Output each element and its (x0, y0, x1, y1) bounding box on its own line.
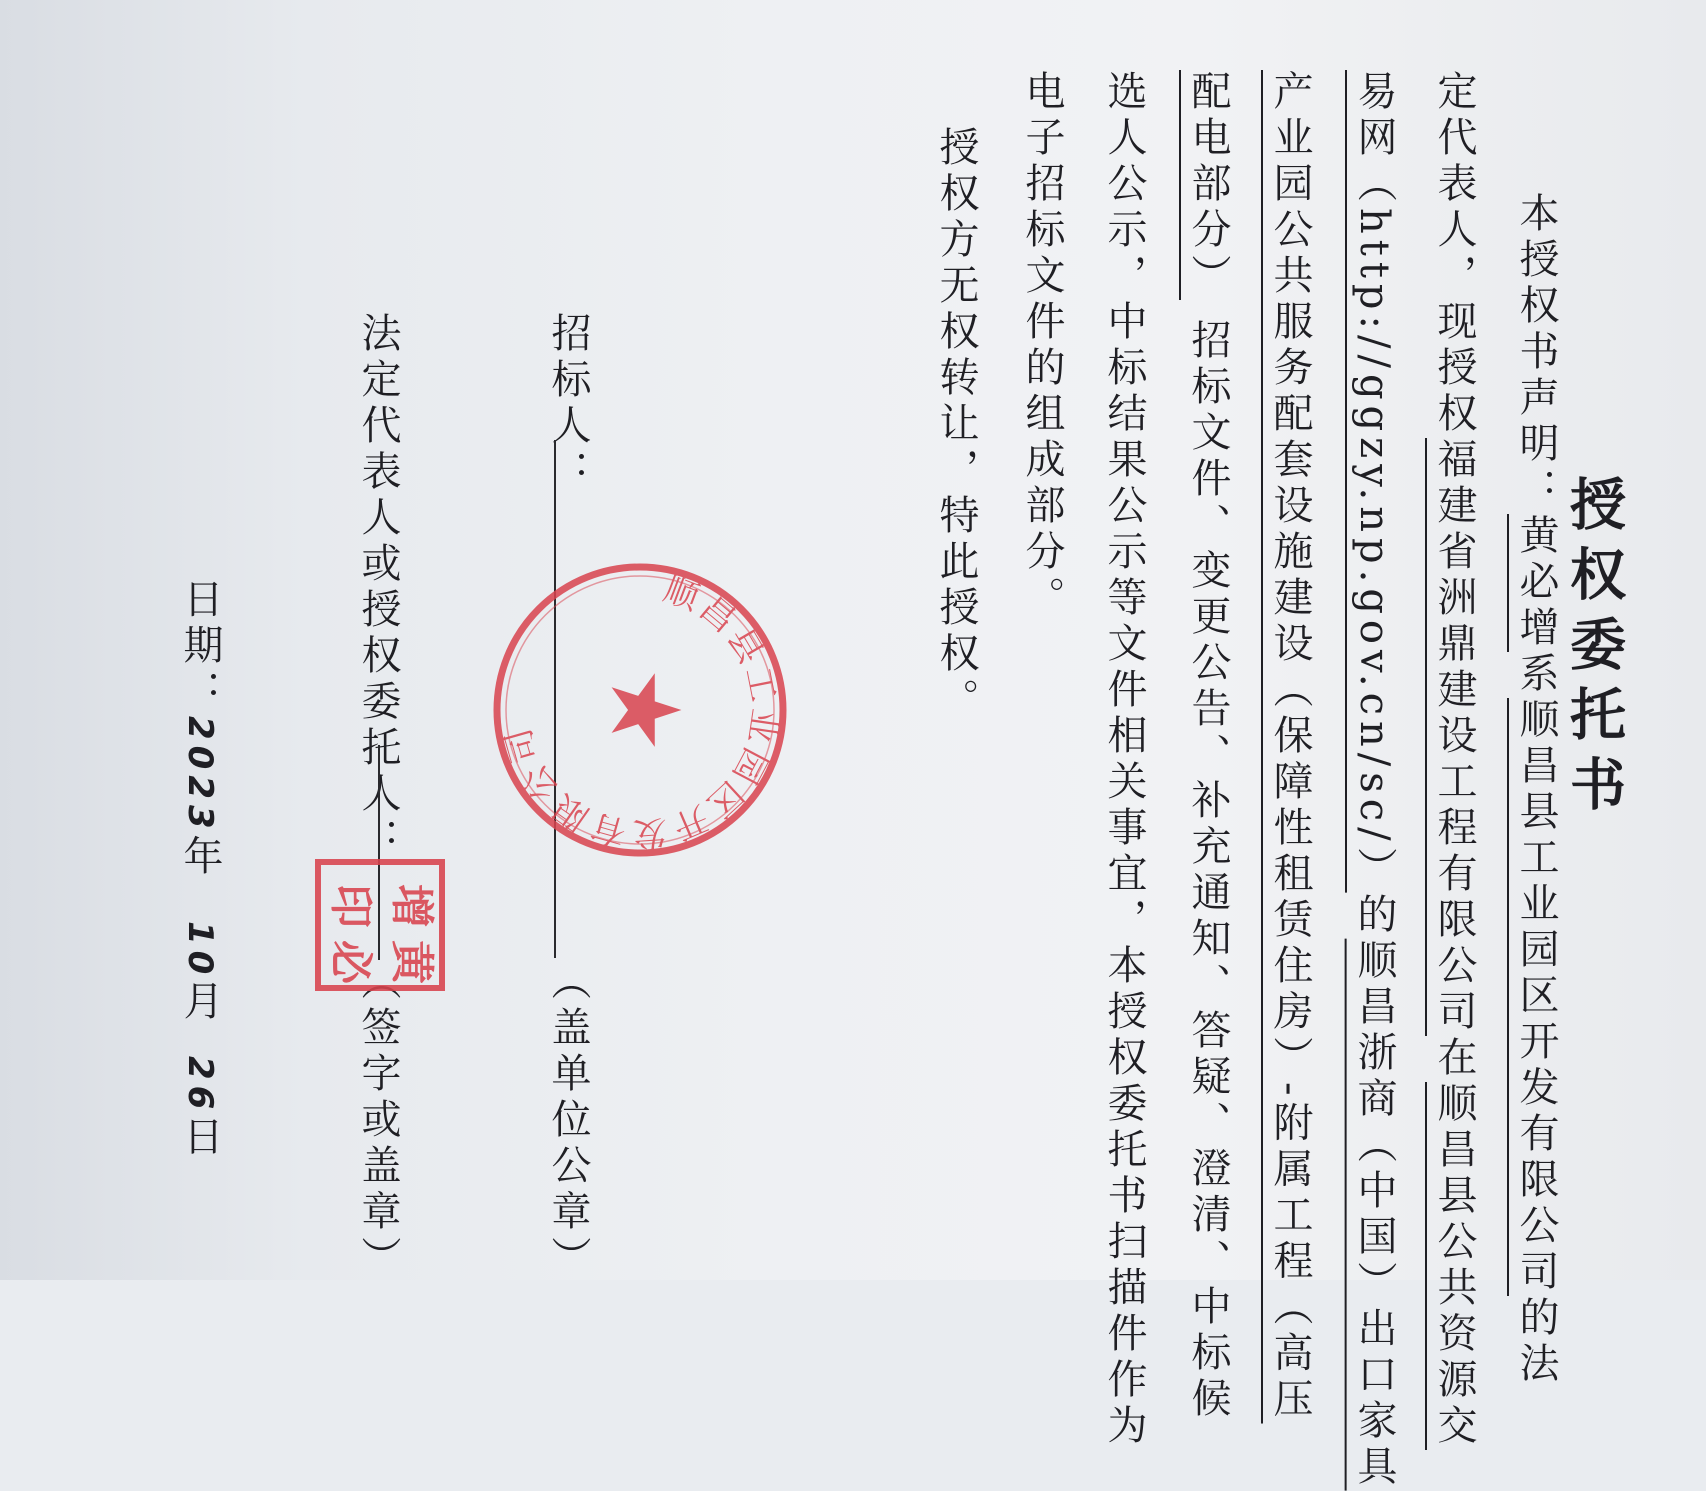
body-line-2 (1431, 70, 1477, 1450)
date-year-unit: 年 (177, 834, 223, 881)
stamp-char-3: 印 (325, 884, 376, 928)
stamp-char-2: 黄 (386, 940, 437, 984)
legal-rep-label: 法定代表人或授权委托人： (355, 312, 401, 864)
date-line (177, 578, 223, 1162)
text-segment: 招标文件、变更公告、补充通知、答疑、澄清、中标候 (1185, 300, 1231, 1423)
text-segment: 系 (1513, 652, 1559, 698)
body-line-3 (1351, 70, 1397, 1491)
date-year: 2023 (180, 716, 220, 835)
stamp-char-1: 增 (386, 884, 437, 928)
body-line-5 (1185, 70, 1231, 1423)
text-segment: 定代表人，现授权 (1431, 70, 1477, 438)
text-segment: 的 (1351, 892, 1397, 939)
platform-name: 顺昌县公共资源交 (1431, 1082, 1477, 1450)
company-seal-graphic (490, 560, 790, 860)
project-name-end: 配电部分） (1185, 70, 1231, 300)
tenderer-seal-note: （盖单位公章） (545, 960, 591, 1282)
seal-star-icon: ★ (589, 666, 701, 754)
document-title: 授权委托书 (1561, 475, 1627, 825)
body-line-4: 产业园公共服务配套设施建设（保障性租赁住房）-附属工程（高压 (1267, 70, 1313, 1424)
body-line-7: 电子招标文件的组成部分。 (1019, 70, 1065, 622)
declaration-prefix: 本授权书声明： (1513, 192, 1559, 514)
company-seal (490, 560, 790, 860)
date-day: 26 (180, 1055, 220, 1116)
text-segment: 的法 (1513, 1296, 1559, 1388)
personal-name-stamp (314, 858, 446, 992)
stamp-char-4: 必 (325, 940, 376, 984)
body-line-8: 授权方无权转让，特此授权。 (933, 126, 979, 724)
tenderer-label: 招标人： (545, 312, 591, 496)
text-segment: 在 (1431, 1036, 1477, 1082)
agent-company: 福建省洲鼎建设工程有限公司 (1431, 438, 1477, 1036)
body-line-1 (1513, 192, 1559, 1388)
body-line-6: 选人公示，中标结果公示等文件相关事宜，本授权委托书扫描件作为 (1101, 70, 1147, 1450)
personal-stamp-graphic (314, 858, 446, 992)
company-name: 顺昌县工业园区开发有限公司 (1513, 698, 1559, 1296)
project-name-start: 顺昌浙商（中国）出口家具 (1351, 938, 1397, 1491)
date-label: 日期： (177, 578, 223, 716)
legal-rep-name: 黄必增 (1513, 514, 1559, 652)
seal-ring-text: 顺昌县工业园区开发有限公司 (497, 569, 785, 854)
legal-rep-note: （签字或盖章） (355, 960, 401, 1282)
platform-url: 易网（http://ggzy.np.gov.cn/sc/） (1351, 70, 1397, 893)
date-day-unit: 日 (177, 1115, 223, 1162)
date-month-unit: 月 (177, 979, 223, 1026)
date-month: 10 (180, 920, 220, 980)
